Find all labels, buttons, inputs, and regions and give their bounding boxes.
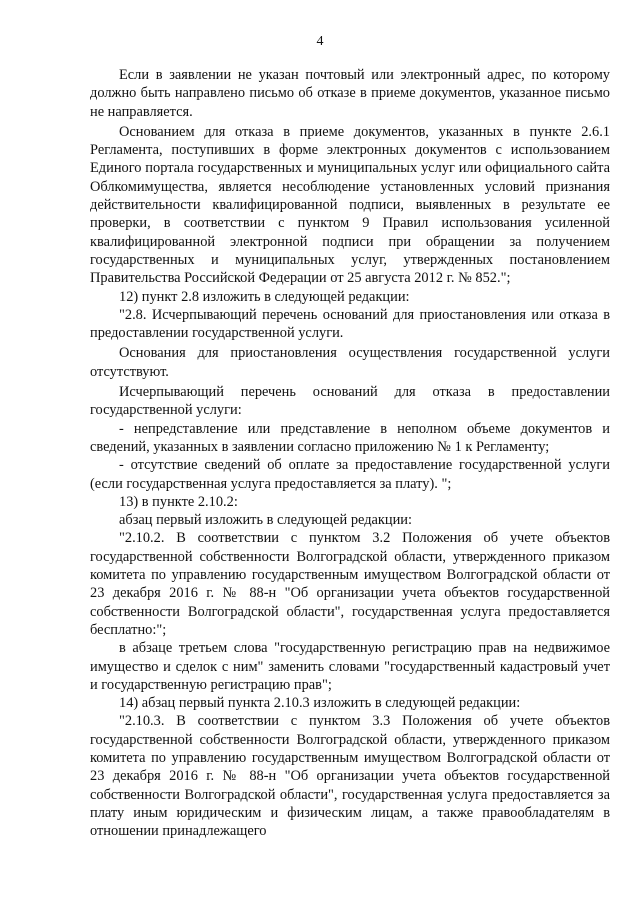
paragraph: 14) абзац первый пункта 2.10.3 изложить в следующей редакции: xyxy=(119,695,521,712)
paragraph: Исчерпывающий перечень оснований для отказа в предоставлении государственной услуги: xyxy=(90,384,610,419)
paragraph: "2.10.3. В соответствии с пунктом 3.3 Положения об учете объектов государственной собственности Волгоградской области, утвержденного приказом комитета по управлению государственным имуществом Волгоградской области от 23 декабря 2016 г. № 88-н "Об организации учета объектов государственной собственности Волгоградской области", государственная услуга предоставляется за плату иным юридическим и физическим лицам, а также правообладателям в отношении принадлежащего xyxy=(90,713,610,840)
paragraph: абзац первый изложить в следующей редакции: xyxy=(119,512,413,529)
paragraph: - непредставление или представление в неполном объеме документов и сведений, указанных в заявлении согласно приложению № 1 к Регламенту; xyxy=(90,420,610,455)
paragraph: 12) пункт 2.8 изложить в следующей редакции: xyxy=(119,288,410,305)
paragraph: Если в заявлении не указан почтовый или электронный адрес, по которому должно быть направлено письмо об отказе в приеме документов, указанное письмо не направляется. xyxy=(90,67,610,120)
paragraph: 13) в пункте 2.10.2: xyxy=(119,493,238,510)
paragraph: Основанием для отказа в приеме документов, указанных в пункте 2.6.1 Регламента, поступивших в форме электронных документов с использованием Единого портала государственных и муниципальных услуг или официального сайта Облкомимущества, является несоблюдение установленных условий признания действительности квалифицированной подписи, выявленных в результате ее проверки, в соответствии с пунктом 9 Правил использования усиленной квалифицированной электронной подписи при обращении за получением государственных и муниципальных услуг, утвержденных постановлением Правительства Российской Федерации от 25 августа 2012 г. № 852."; xyxy=(90,123,610,287)
document-body xyxy=(90,66,610,840)
paragraph: в абзаце третьем слова "государственную регистрацию прав на недвижимое имущество и сделок с ним" заменить словами "государственный кадастровый учет и государственную регистрацию прав"; xyxy=(90,640,610,693)
paragraph: Основания для приостановления осуществления государственной услуги отсутствуют. xyxy=(90,345,610,380)
paragraph: "2.8. Исчерпывающий перечень оснований для приостановления или отказа в предоставлении государственной услуги. xyxy=(90,306,610,342)
paragraph: "2.10.2. В соответствии с пунктом 3.2 Положения об учете объектов государственной собственности Волгоградской области, утвержденного приказом комитета по управлению государственным имуществом Волгоградской области от 23 декабря 2016 г. № 88-н "Об организации учета объектов государственной собственности Волгоградской области", государственная услуга предоставляется бесплатно:"; xyxy=(90,530,610,638)
page-number: 4 xyxy=(316,34,324,49)
paragraph: - отсутствие сведений об оплате за предоставление государственной услуги (если государственная услуга предоставляется за плату). "; xyxy=(90,457,610,492)
